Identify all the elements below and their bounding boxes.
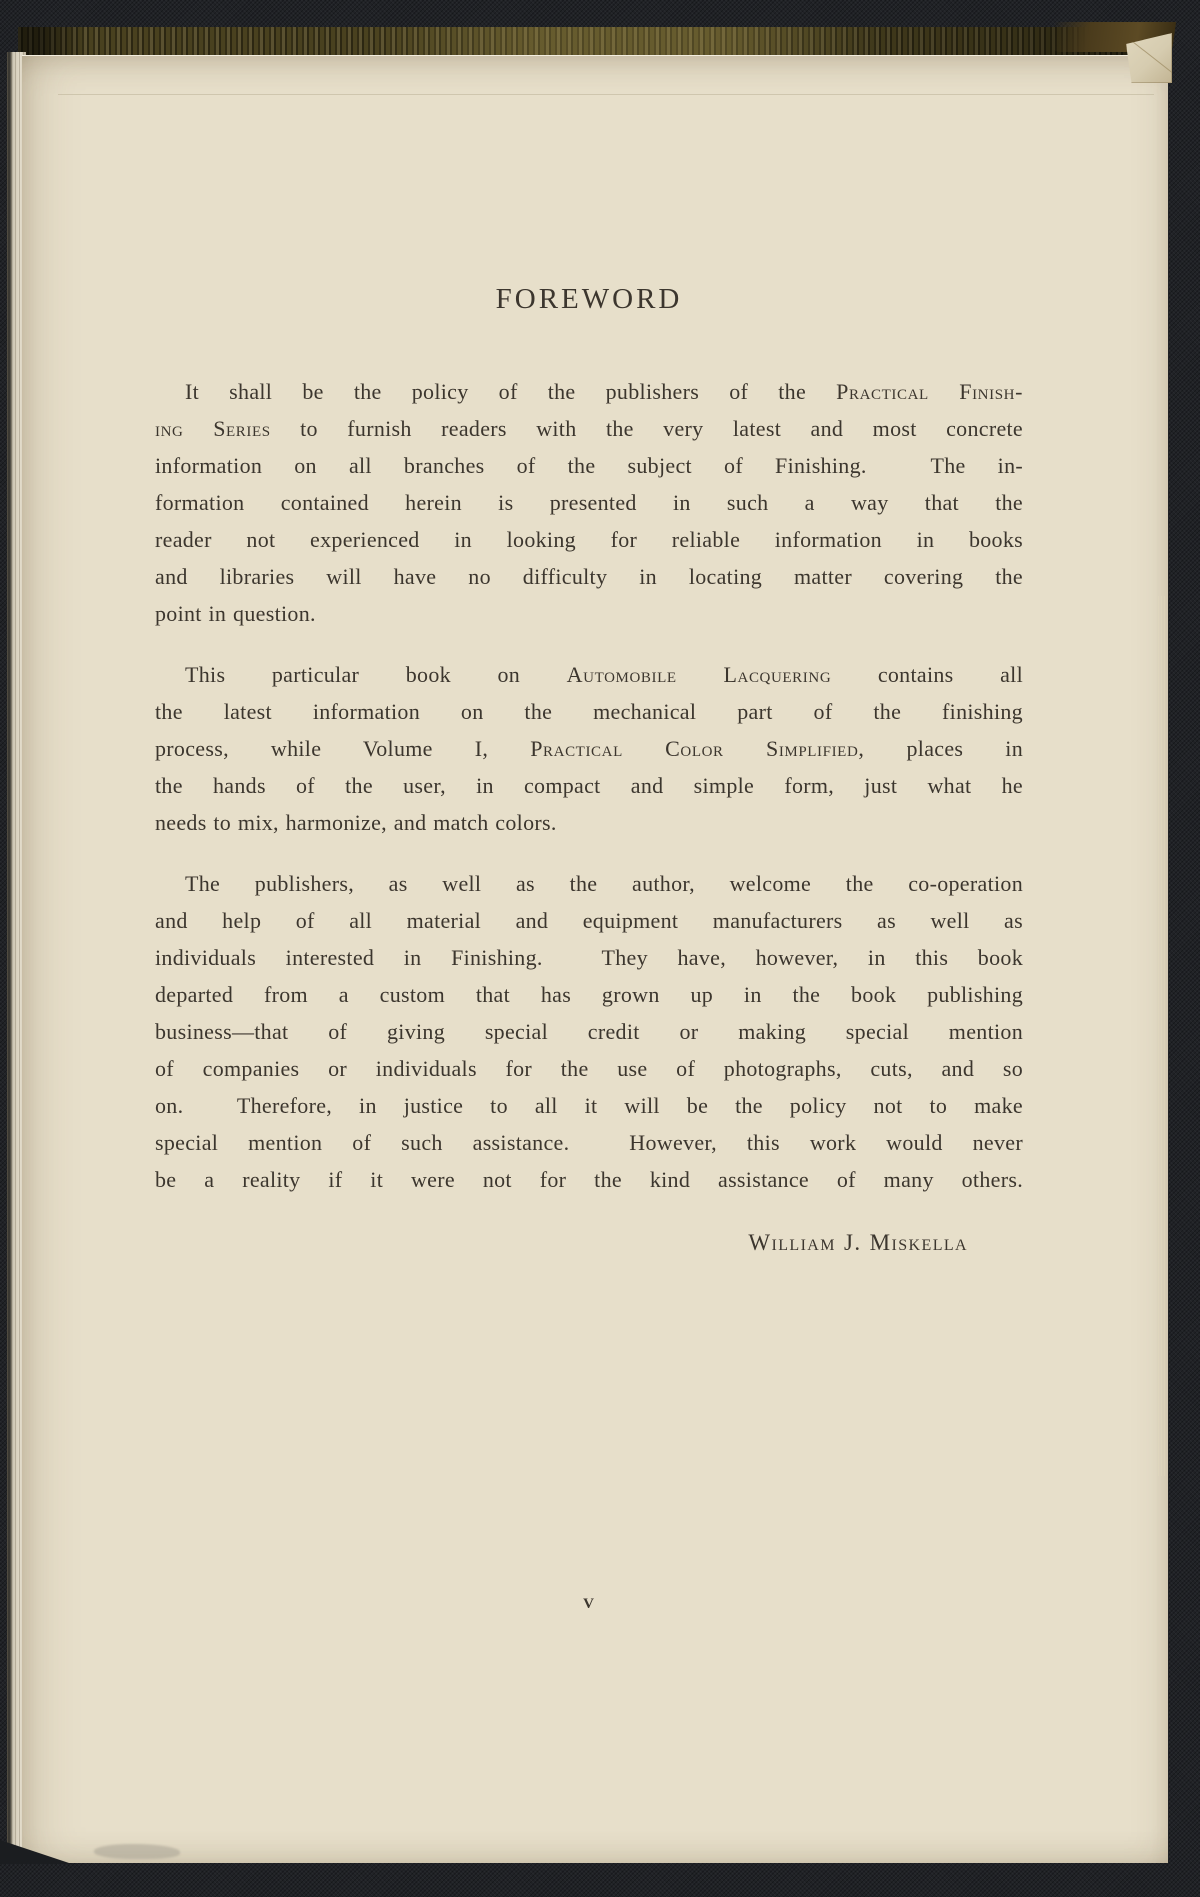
text-column <box>155 284 1023 1261</box>
body-text: be a reality if it were not for the kind assistance of many others. <box>155 1167 1023 1192</box>
body-text: point in question. <box>155 601 316 626</box>
body-text: special mention of such assistance. However, this work would never <box>155 1130 1023 1155</box>
body-text: on. Therefore, in justice to all it will be the policy not to make <box>155 1093 1023 1118</box>
text-line <box>155 373 1023 410</box>
body-text: the latest information on the mechanical part of the finishing <box>155 699 1023 724</box>
small-caps-text: Practical Finish- <box>836 379 1023 404</box>
paper-smudge <box>94 1844 180 1859</box>
body-text: The publishers, as well as the author, welcome the co-operation <box>185 871 1023 896</box>
text-line <box>155 1087 1023 1124</box>
text-line <box>155 484 1023 521</box>
page-title: FOREWORD <box>495 283 683 315</box>
body-text: It shall be the policy of the publishers of the <box>185 379 837 404</box>
paragraphs-container <box>155 373 1023 1198</box>
text-line <box>155 447 1023 484</box>
body-text: contains all <box>831 662 1023 687</box>
body-text: needs to mix, harmonize, and match colors. <box>155 810 557 835</box>
text-line <box>155 767 1023 804</box>
text-line <box>155 656 1023 693</box>
paragraph <box>155 373 1023 632</box>
text-line <box>155 730 1023 767</box>
signature <box>155 1224 1023 1261</box>
text-line <box>155 410 1023 447</box>
text-line <box>155 1013 1023 1050</box>
small-caps-text: Automobile Lacquering <box>566 662 832 687</box>
body-text: departed from a custom that has grown up in the book publishing <box>155 982 1023 1007</box>
fore-edge-lines-right <box>1158 596 1166 1476</box>
page <box>22 55 1168 1863</box>
body-text: to furnish readers with the very latest and most concrete <box>270 416 1023 441</box>
body-text: places in <box>864 736 1023 761</box>
body-text: and help of all material and equipment manufacturers as well as <box>155 908 1023 933</box>
small-caps-text: ing Series <box>155 416 271 441</box>
body-text: information on all branches of the subject of Finishing. The in- <box>155 453 1023 478</box>
text-line <box>155 1161 1023 1198</box>
text-line <box>155 558 1023 595</box>
page-block-top-edge <box>18 27 1168 58</box>
small-caps-text: Practical Color Simplified, <box>530 736 865 761</box>
body-text: process, while Volume I, <box>155 736 531 761</box>
body-text: and libraries will have no difficulty in locating matter covering the <box>155 564 1023 589</box>
text-line <box>155 1050 1023 1087</box>
body-text: of companies or individuals for the use of photographs, cuts, and so <box>155 1056 1023 1081</box>
text-line <box>155 521 1023 558</box>
body-text: business—that of giving special credit or making special mention <box>155 1019 1023 1044</box>
small-caps-text: William J. Miskella <box>748 1230 968 1255</box>
paragraph <box>155 656 1023 841</box>
text-line <box>155 693 1023 730</box>
body-text: This particular book on <box>185 662 567 687</box>
body-text: reader not experienced in looking for reliable information in books <box>155 527 1023 552</box>
underlying-page-edge <box>58 94 1154 95</box>
body-text: formation contained herein is presented in such a way that the <box>155 490 1023 515</box>
body-text: individuals interested in Finishing. They have, however, in this book <box>155 945 1023 970</box>
body-text: the hands of the user, in compact and simple form, just what he <box>155 773 1023 798</box>
page-number: v <box>583 1589 595 1613</box>
text-line <box>155 976 1023 1013</box>
text-line <box>155 939 1023 976</box>
text-line <box>155 1124 1023 1161</box>
text-line <box>155 595 1023 632</box>
paragraph <box>155 865 1023 1198</box>
text-line <box>155 865 1023 902</box>
text-line <box>155 902 1023 939</box>
text-line <box>155 804 1023 841</box>
